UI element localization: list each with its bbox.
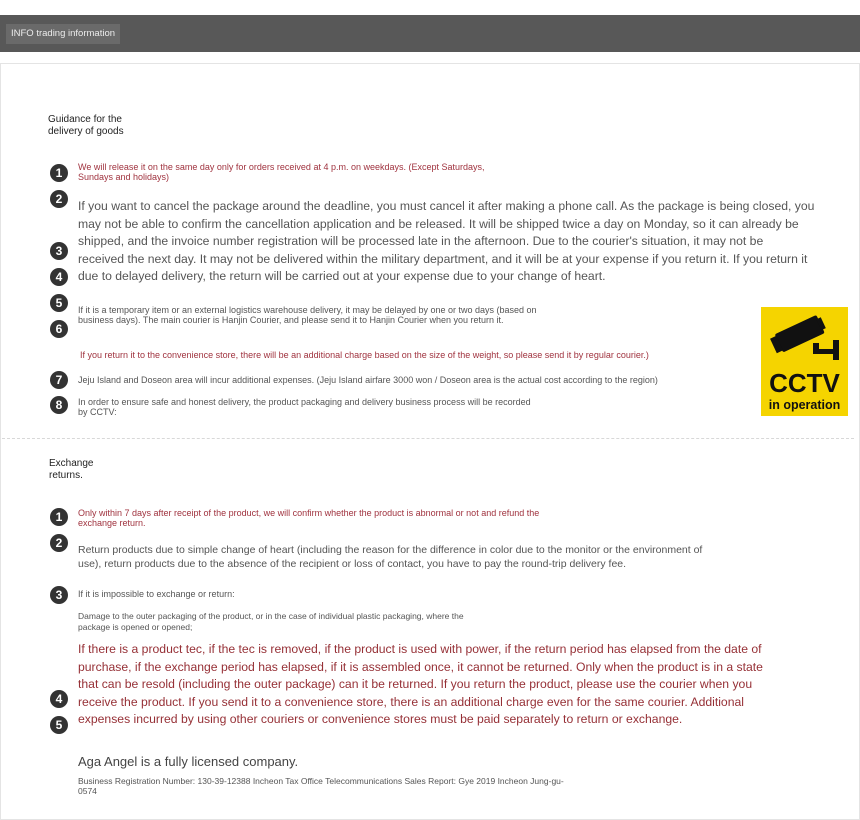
delivery-number-3: 3	[50, 242, 68, 260]
section-divider	[2, 438, 854, 439]
delivery-item-8: In order to ensure safe and honest delivery, the product packaging and delivery business process will be recorded by CCTV:	[78, 397, 531, 417]
security-camera-icon	[761, 307, 848, 369]
delivery-number-7: 7	[50, 371, 68, 389]
convenience-store-note: If you return it to the convenience store, there will be an additional charge based on the size of the weight, so please send it by regular courier.)	[80, 350, 649, 360]
delivery-number-4: 4	[50, 268, 68, 286]
delivery-item-1: We will release it on the same day only for orders received at 4 p.m. on weekdays. (Except Saturdays, Sundays and holidays)	[78, 162, 485, 182]
delivery-item-2-4: If you want to cancel the package around the deadline, you must cancel it after making a phone call. As the package is being closed, you may not be able to confirm the cancellation application and be released. It will be shipped twice a day on Monday, so it can already be shipped, and the invoice number registration will be processed late in the afternoon. Due to the courier's situation, it may not be received the next day. It may not be delivered within the military department, and it will be at your expense if you return it. If you return it due to delayed delivery, the return will be carried out at your expense due to your change of heart.	[78, 199, 815, 283]
exchange-item-3-heading: If it is impossible to exchange or return:	[78, 589, 235, 599]
delivery-title: Guidance for the delivery of goods	[48, 114, 124, 137]
delivery-number-8: 8	[50, 396, 68, 414]
exchange-number-5: 5	[50, 716, 68, 734]
exchange-number-2: 2	[50, 534, 68, 552]
delivery-item-7: Jeju Island and Doseon area will incur additional expenses. (Jeju Island airfare 3000 won / Doseon area is the actual cost according to the region)	[78, 375, 658, 385]
delivery-number-1: 1	[50, 164, 68, 182]
exchange-item-1: Only within 7 days after receipt of the product, we will confirm whether the product is abnormal or not and refund the exchange return.	[78, 508, 540, 528]
exchange-item-2: Return products due to simple change of heart (including the reason for the difference in color due to the monitor or the environment of use), return products due to the absence of the recipient or loss of contact, you have to pay the round-trip delivery fee.	[78, 544, 703, 570]
delivery-number-5: 5	[50, 294, 68, 312]
exchange-number-4: 4	[50, 690, 68, 708]
delivery-number-6: 6	[50, 320, 68, 338]
exchange-item-3-detail: Damage to the outer packaging of the product, or in the case of individual plastic packaging, where the package is opened or opened;	[78, 611, 464, 632]
cctv-sign	[761, 307, 848, 416]
cctv-sign-subtitle: in operation	[768, 398, 841, 412]
exchange-number-3: 3	[50, 586, 68, 604]
exchange-number-1: 1	[50, 508, 68, 526]
exchange-item-4-5: If there is a product tec, if the tec is removed, if the product is used with power, if the return period has elapsed from the date of purchase, if the exchange period has elapsed, if it is assembled once, it cannot be returned. Only when the product is in a state that can be resold (including the outer package) can it be returned. If you return the product, please use the courier when you receive the product. If you send it to a convenience store, there is an additional charge even for the same courier. Additional expenses incurred by using other couriers or convenience stores must be paid separately to return or exchange.	[78, 642, 763, 726]
business-registration: Business Registration Number: 130-39-12388 Incheon Tax Office Telecommunications Sales Report: Gye 2019 Incheon Jung-gu- 0574	[78, 776, 564, 796]
exchange-title: Exchange returns.	[49, 458, 94, 481]
header-bar	[0, 15, 860, 52]
cctv-sign-title: CCTV	[769, 368, 840, 398]
delivery-number-2: 2	[50, 190, 68, 208]
header-label: INFO trading information	[6, 24, 120, 44]
company-statement: Aga Angel is a fully licensed company.	[78, 754, 299, 769]
delivery-item-5-6: If it is a temporary item or an external logistics warehouse delivery, it may be delayed by one or two days (based on business days). The main courier is Hanjin Courier, and please send it to Hanjin Courier when you return it.	[78, 305, 537, 325]
